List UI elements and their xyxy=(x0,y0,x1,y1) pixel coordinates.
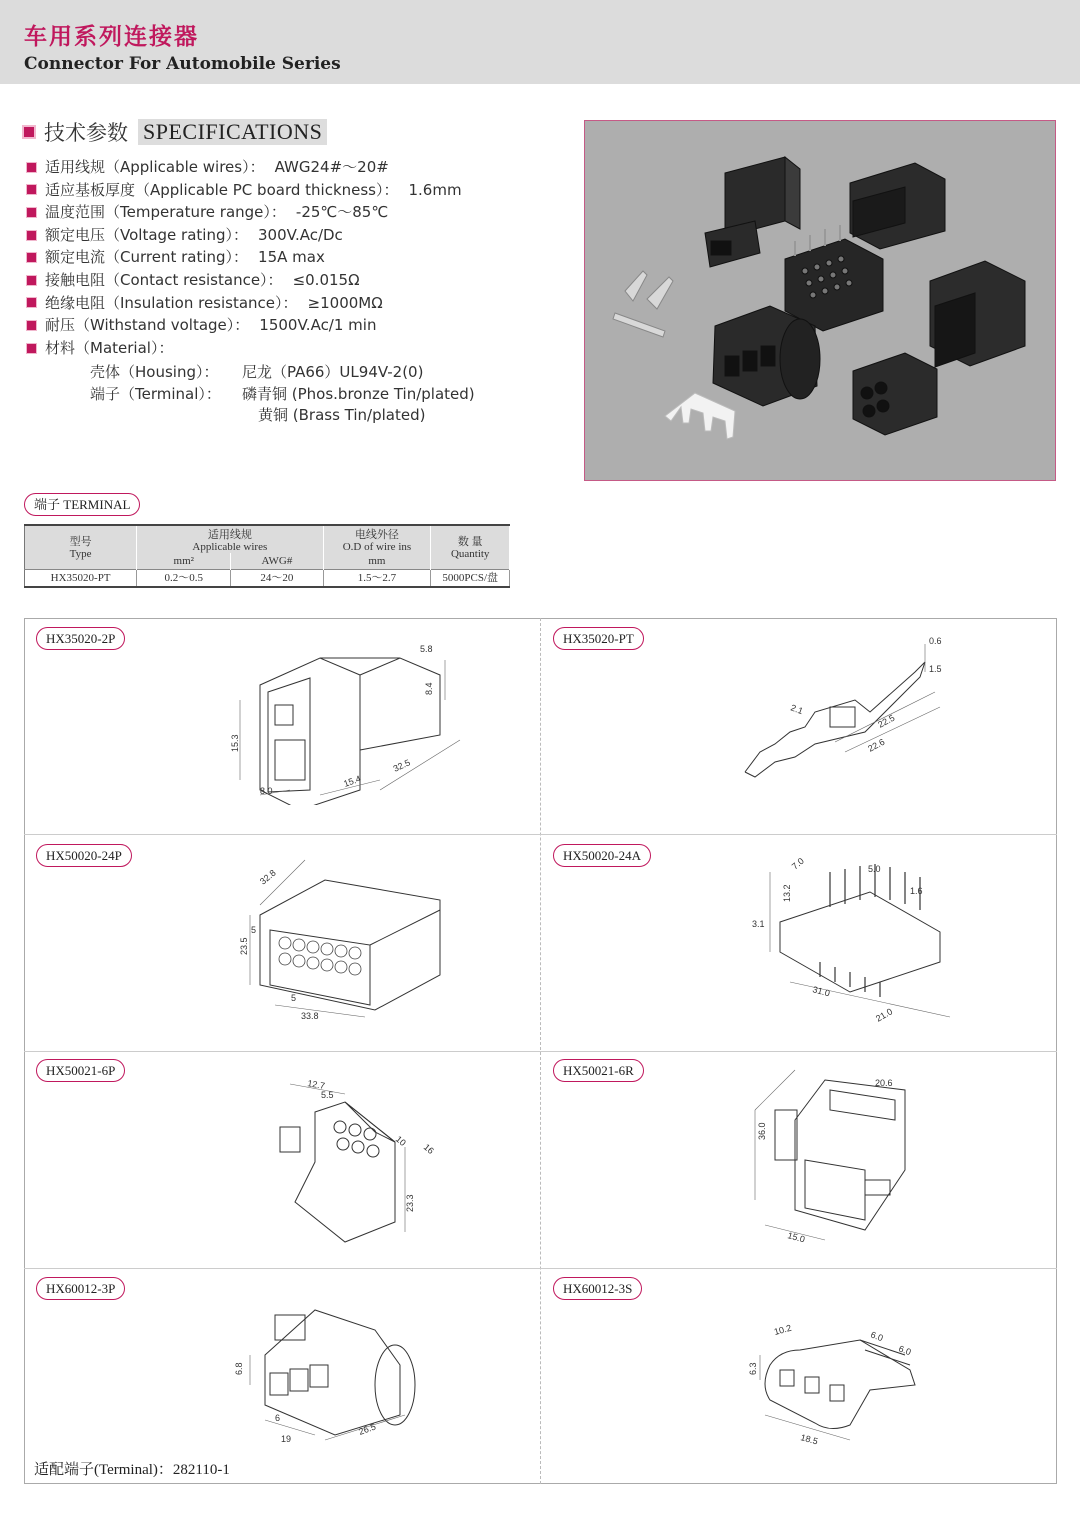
dim-label: 2.1 xyxy=(789,702,805,717)
grid-divider xyxy=(24,834,1057,835)
bullet-icon xyxy=(26,343,37,354)
cell-qty: 5000PCS/盘 xyxy=(431,570,510,588)
drawing-hx50021-6p xyxy=(255,1072,455,1252)
drawing-hx50020-24p xyxy=(235,855,460,1025)
col-wires xyxy=(137,525,323,553)
spec-value: 1.6mm xyxy=(408,180,462,199)
bullet-icon xyxy=(26,207,37,218)
terminal-value: 磷青铜 (Phos.bronze Tin/plated) xyxy=(242,385,475,403)
terminal-footer: 适配端子(Terminal)：282110-1 xyxy=(34,1462,230,1478)
spec-value: AWG24#～20# xyxy=(274,158,389,176)
dim-label: 10.2 xyxy=(772,1322,793,1337)
col-qty xyxy=(431,525,510,570)
dim-label: 6 xyxy=(275,1413,281,1423)
title-en: Connector For Automobile Series xyxy=(24,54,341,74)
dim-label: 13.2 xyxy=(782,884,792,902)
col-od-en: O.D of wire ins xyxy=(342,541,412,553)
col-type-cn: 型号 xyxy=(69,535,92,548)
model-label: HX35020-PT xyxy=(553,627,644,650)
bullet-icon xyxy=(26,230,37,241)
col-wires-cn: 适用线规 xyxy=(207,529,252,541)
dim-label: 15.4 xyxy=(342,773,363,789)
dim-label: 32.5 xyxy=(391,757,412,774)
bullet-icon xyxy=(26,184,37,195)
product-photo xyxy=(584,120,1056,481)
model-label: HX50021-6P xyxy=(36,1059,125,1082)
spec-row xyxy=(26,224,462,247)
dim-label: 10 xyxy=(393,1133,408,1148)
spec-row xyxy=(26,156,462,179)
drawing-hx60012-3p xyxy=(225,1295,445,1450)
dim-label: 21.0 xyxy=(874,1006,895,1024)
spec-row xyxy=(26,246,462,269)
sub-awg: AWG# xyxy=(231,553,323,570)
spec-row xyxy=(26,292,462,315)
spec-label: 温度范围（Temperature range）： xyxy=(45,203,286,222)
dim-label: 32.8 xyxy=(257,867,278,887)
model-label: HX50021-6R xyxy=(553,1059,644,1082)
dim-label: 22.5 xyxy=(876,712,897,730)
spec-row xyxy=(26,314,462,337)
title-cn: 车用系列连接器 xyxy=(24,24,199,50)
dim-label: 18.5 xyxy=(799,1432,820,1447)
col-qty-en: Quantity xyxy=(450,547,490,560)
dim-label: 15.3 xyxy=(230,734,240,752)
dim-label: 5.8 xyxy=(420,644,433,654)
drawing-hx35020-2p xyxy=(220,640,480,805)
dim-label: 16 xyxy=(421,1141,436,1156)
dim-label: 5 xyxy=(291,993,297,1003)
housing-value: 尼龙（PA66）UL94V-2(0) xyxy=(242,363,424,381)
spec-row xyxy=(26,269,462,292)
model-label: HX60012-3P xyxy=(36,1277,125,1300)
spec-label: 材料（Material）： xyxy=(45,338,174,357)
housing-label: 壳体（Housing）： xyxy=(90,363,219,381)
dim-label: 8.4 xyxy=(424,682,434,695)
drawing-hx50021-6r xyxy=(735,1060,925,1250)
dim-label: 7.0 xyxy=(789,855,806,872)
dim-label: 1.5 xyxy=(929,664,942,674)
dim-label: 15.0 xyxy=(786,1230,807,1245)
spec-value: 15A max xyxy=(258,248,325,267)
cell-mm2: 0.2～0.5 xyxy=(137,570,231,588)
spec-value: ≤0.015Ω xyxy=(292,270,360,289)
model-label: HX50020-24P xyxy=(36,844,132,867)
dim-label: 0.6 xyxy=(929,636,942,646)
bullet-icon xyxy=(26,297,37,308)
dim-label: 36.0 xyxy=(757,1122,767,1140)
dim-label: 6.3 xyxy=(748,1362,758,1375)
spec-list xyxy=(26,156,462,359)
spec-label: 耐压（Withstand voltage）： xyxy=(45,316,250,335)
cell-od: 1.5～2.7 xyxy=(323,570,431,588)
model-label: HX50020-24A xyxy=(553,844,651,867)
col-qty-cn: 数 量 xyxy=(457,535,483,548)
spec-value: 1500V.Ac/1 min xyxy=(259,316,377,335)
col-wires-en: Applicable wires xyxy=(192,541,268,553)
grid-divider xyxy=(24,1051,1057,1052)
sub-mm2: mm² xyxy=(137,553,231,570)
dim-label: 6.8 xyxy=(234,1362,244,1375)
terminal-value-2: 黄铜 (Brass Tin/plated) xyxy=(258,406,426,424)
spec-row xyxy=(26,337,462,360)
spec-label: 额定电压（Voltage rating）： xyxy=(45,225,248,244)
dim-label: 20.6 xyxy=(875,1078,893,1088)
spec-label: 适用线规（Applicable wires）： xyxy=(45,158,265,176)
cell-type: HX35020-PT xyxy=(25,570,137,588)
terminal-tag: 端子 TERMINAL xyxy=(24,493,140,516)
grid-divider xyxy=(24,1268,1057,1269)
spec-heading-en: SPECIFICATIONS xyxy=(138,119,327,145)
col-type-en: Type xyxy=(69,547,92,560)
spec-row xyxy=(26,201,462,224)
drawing-hx35020-pt xyxy=(735,632,955,792)
dim-label: 8.0 xyxy=(260,786,273,796)
dim-label: 5 xyxy=(251,925,257,935)
spec-label: 绝缘电阻（Insulation resistance）： xyxy=(45,293,298,312)
spec-value: 300V.Ac/Dc xyxy=(257,225,343,244)
spec-label: 额定电流（Current rating）： xyxy=(45,248,249,267)
dim-label: 23.5 xyxy=(239,937,249,955)
bullet-icon xyxy=(26,275,37,286)
bullet-square-icon xyxy=(22,125,36,139)
sub-mm: mm xyxy=(323,553,431,570)
dim-label: 26.5 xyxy=(357,1421,378,1437)
dim-label: 6.0 xyxy=(897,1343,913,1358)
model-label: HX60012-3S xyxy=(553,1277,642,1300)
spec-label: 适应基板厚度（Applicable PC board thickness）： xyxy=(45,180,399,199)
col-type xyxy=(25,525,137,570)
spec-value: -25℃～85℃ xyxy=(295,203,389,222)
dim-label: 6.0 xyxy=(869,1329,885,1344)
dim-label: 33.8 xyxy=(301,1011,319,1021)
model-label: HX35020-2P xyxy=(36,627,125,650)
terminal-table xyxy=(24,524,510,588)
dim-label: 19 xyxy=(281,1434,292,1444)
drawing-hx50020-24a xyxy=(750,852,960,1032)
bullet-icon xyxy=(26,320,37,331)
spec-value: ≥1000MΩ xyxy=(307,293,383,312)
dim-label: 31.0 xyxy=(811,984,832,999)
dim-label: 5.0 xyxy=(868,864,881,874)
spec-label: 接触电阻（Contact resistance）： xyxy=(45,270,283,289)
dim-label: 1.6 xyxy=(910,886,923,896)
dim-label: 5.5 xyxy=(321,1090,334,1100)
terminal-label: 端子（Terminal）： xyxy=(90,385,221,403)
dim-label: 23.3 xyxy=(405,1194,415,1212)
cell-awg: 24～20 xyxy=(231,570,323,588)
product-photo-illustration xyxy=(585,121,1055,480)
dim-label: 3.1 xyxy=(752,919,765,929)
spec-row xyxy=(26,179,462,202)
col-od xyxy=(323,525,431,553)
bullet-icon xyxy=(26,162,37,173)
bullet-icon xyxy=(26,252,37,263)
page-header xyxy=(0,0,1080,84)
dim-label: 22.6 xyxy=(866,736,887,754)
spec-heading-cn: 技术参数 xyxy=(44,121,128,145)
dim-label: 12.7 xyxy=(306,1078,326,1092)
col-od-cn: 电线外径 xyxy=(354,529,399,541)
drawing-hx60012-3s xyxy=(740,1315,940,1450)
spec-heading xyxy=(22,118,327,146)
